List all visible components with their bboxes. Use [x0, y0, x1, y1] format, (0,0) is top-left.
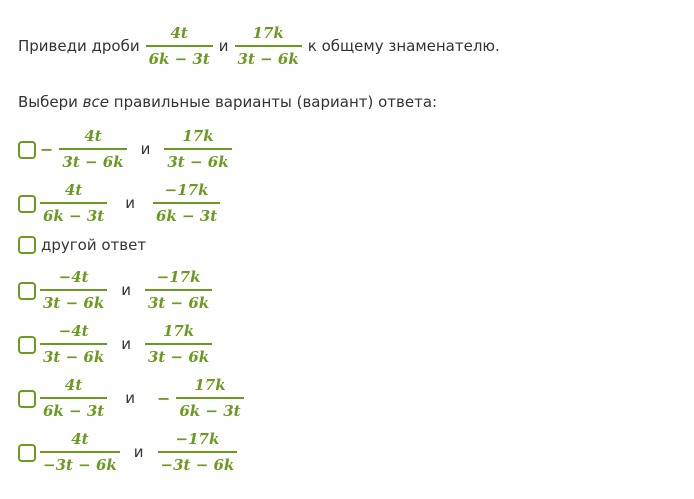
fraction-numerator: 4t — [71, 430, 89, 449]
option-and: и — [140, 140, 151, 158]
option-fraction-a — [59, 127, 126, 171]
fraction-denominator: 6k − 3t — [155, 206, 218, 225]
fraction-denominator: 3t − 6k — [167, 152, 229, 171]
option-fraction-b — [153, 181, 220, 225]
fraction-denominator: 3t − 6k — [147, 347, 210, 366]
instruction-prefix: Выбери — [18, 93, 78, 111]
fraction-numerator: 4t — [64, 181, 83, 200]
fraction-numerator: 4t — [170, 24, 188, 43]
fraction-numerator: −17k — [156, 268, 201, 287]
fraction-numerator: 17k — [162, 322, 195, 341]
answer-option-4[interactable] — [18, 266, 278, 314]
option-fraction-a — [40, 322, 107, 366]
question-prefix: Приведи дроби — [18, 37, 140, 55]
instruction-line — [18, 93, 437, 111]
fraction-denominator: 6k − 3t — [43, 401, 105, 420]
question-fraction-1 — [146, 24, 213, 68]
fraction-numerator: −17k — [175, 430, 220, 449]
option-checkbox[interactable] — [18, 141, 36, 159]
fraction-denominator: −3t − 6k — [43, 455, 117, 474]
option-checkbox[interactable] — [18, 195, 36, 213]
option-checkbox[interactable] — [18, 236, 36, 254]
answer-option-2[interactable] — [18, 179, 278, 227]
fraction-denominator: 3t − 6k — [43, 347, 105, 366]
option-checkbox[interactable] — [18, 282, 36, 300]
fraction-numerator: 4t — [64, 376, 83, 395]
fraction-denominator: 3t − 6k — [62, 152, 124, 171]
fraction-numerator: 4t — [84, 127, 102, 146]
instruction-emphasis: все — [82, 93, 109, 111]
fraction-numerator: 17k — [194, 376, 226, 395]
question-and: и — [218, 37, 229, 55]
fraction-denominator: 3t − 6k — [43, 293, 105, 312]
option-fraction-a — [40, 430, 120, 474]
instruction-suffix: правильные варианты (вариант) ответа: — [113, 93, 438, 111]
fraction-numerator: −17k — [164, 181, 209, 200]
answer-option-6[interactable] — [18, 374, 278, 422]
option-checkbox[interactable] — [18, 444, 36, 462]
option-text: другой ответ — [41, 236, 147, 254]
option-fraction-a — [40, 181, 107, 225]
fraction-denominator: 3t − 6k — [147, 293, 210, 312]
fraction-numerator: −4t — [58, 322, 89, 341]
fraction-denominator: 3t − 6k — [237, 49, 299, 68]
option-fraction-b — [164, 127, 231, 171]
option-checkbox[interactable] — [18, 390, 36, 408]
option-fraction-a — [40, 376, 107, 420]
option-checkbox[interactable] — [18, 336, 36, 354]
question-fraction-2 — [235, 24, 302, 68]
answer-option-5[interactable] — [18, 320, 278, 368]
fraction-denominator: 6k − 3t — [43, 206, 105, 225]
fraction-denominator: 6k − 3t — [179, 401, 241, 420]
question-suffix: к общему знаменателю. — [307, 37, 500, 55]
option-middle-minus: − — [156, 388, 171, 408]
option-and: и — [121, 281, 131, 299]
answer-option-3[interactable] — [18, 235, 218, 257]
fraction-denominator: 6k − 3t — [148, 49, 210, 68]
question-line — [18, 22, 500, 70]
option-fraction-a — [40, 268, 107, 312]
fraction-denominator: −3t − 6k — [160, 455, 235, 474]
option-fraction-b — [145, 268, 212, 312]
option-fraction-b — [158, 430, 238, 474]
option-and: и — [133, 443, 144, 461]
fraction-numerator: 17k — [252, 24, 284, 43]
fraction-numerator: −4t — [58, 268, 89, 287]
answer-option-7[interactable] — [18, 428, 278, 476]
option-fraction-b — [145, 322, 212, 366]
option-and: и — [121, 335, 131, 353]
fraction-numerator: 17k — [182, 127, 214, 146]
option-leading-minus: − — [40, 139, 54, 159]
answer-option-1[interactable] — [18, 125, 278, 173]
option-and: и — [125, 389, 135, 407]
option-and: и — [125, 194, 135, 212]
option-fraction-b — [176, 376, 243, 420]
